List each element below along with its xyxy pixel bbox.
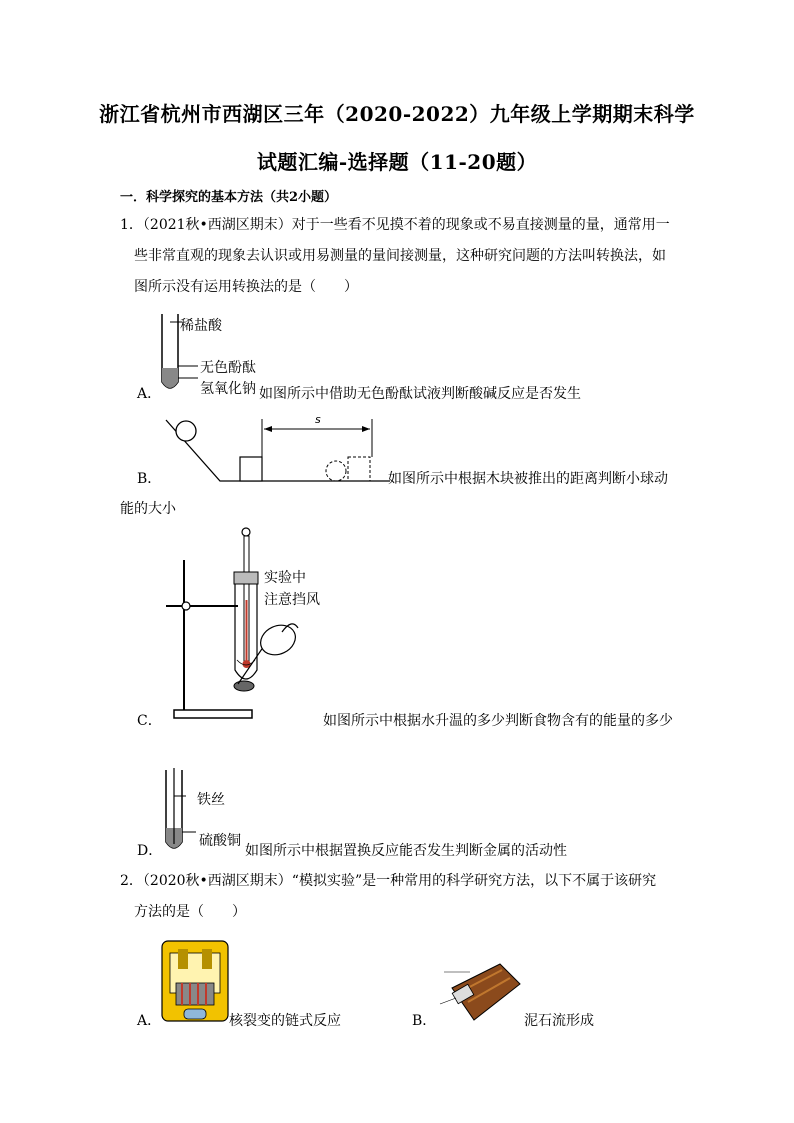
q1-option-b-letter[interactable]: B． — [137, 471, 162, 487]
q1-text-line2: 些非常直观的现象去认识或用易测量的量间接测量，这种研究问题的方法叫转换法，如 — [134, 248, 666, 264]
q2-text-line1: 2．（2020秋•西湖区期末）“模拟实验”是一种常用的科学研究方法，以下不属于该研究 — [120, 873, 657, 889]
q2-option-b-letter[interactable]: B． — [412, 1013, 437, 1029]
q1-a-caption: 如图所示中借助无色酚酞试液判断酸碱反应是否发生 — [259, 386, 581, 402]
q2-text-line2: 方法的是（ ） — [134, 904, 246, 920]
q1-d-label-iron-wire: 铁丝 — [197, 792, 225, 808]
section-heading: 一．科学探究的基本方法（共2小题） — [120, 190, 338, 205]
q1-b-label-s: s — [315, 413, 321, 426]
q2-option-a-letter[interactable]: A． — [137, 1013, 162, 1029]
q2-option-a-reactor-figure — [160, 935, 230, 1025]
q2-b-caption: 泥石流形成 — [524, 1013, 594, 1029]
q1-a-label-naoh: 氢氧化钠 — [200, 381, 256, 397]
q1-option-a-letter[interactable]: A． — [137, 386, 162, 402]
q2-option-b-debris-flow-figure — [440, 958, 530, 1028]
q2-a-caption: 核裂变的链式反应 — [229, 1013, 341, 1029]
q1-b-caption-line1: 如图所示中根据木块被推出的距离判断小球动 — [388, 471, 668, 487]
q1-c-label-note2: 注意挡风 — [264, 592, 320, 608]
q1-d-label-copper-sulfate: 硫酸铜 — [199, 833, 241, 849]
page-title-line1: 浙江省杭州市西湖区三年（2020-2022）九年级上学期期末科学 — [99, 102, 695, 126]
q1-d-caption: 如图所示中根据置换反应能否发生判断金属的活动性 — [245, 843, 567, 859]
q1-option-d-letter[interactable]: D． — [137, 843, 163, 859]
q1-option-b-incline-figure — [162, 405, 392, 490]
page-title-line2: 试题汇编-选择题（11-20题） — [256, 150, 538, 174]
q1-a-label-acid: 稀盐酸 — [180, 318, 222, 334]
q1-c-label-note1: 实验中 — [264, 570, 306, 586]
q1-b-caption-line2: 能的大小 — [120, 501, 176, 517]
q1-a-label-phenolphthalein: 无色酚酞 — [200, 360, 256, 376]
q1-text-line3: 图所示没有运用转换法的是（ ） — [134, 279, 358, 295]
q1-c-caption: 如图所示中根据水升温的多少判断食物含有的能量的多少 — [323, 713, 673, 729]
q1-option-c-letter[interactable]: C． — [137, 713, 162, 729]
q1-text-line1: 1．（2021秋•西湖区期末）对于一些看不见摸不着的现象或不易直接测量的量，通常用一 — [120, 217, 670, 233]
q1-option-c-calorimeter-figure — [160, 520, 320, 725]
